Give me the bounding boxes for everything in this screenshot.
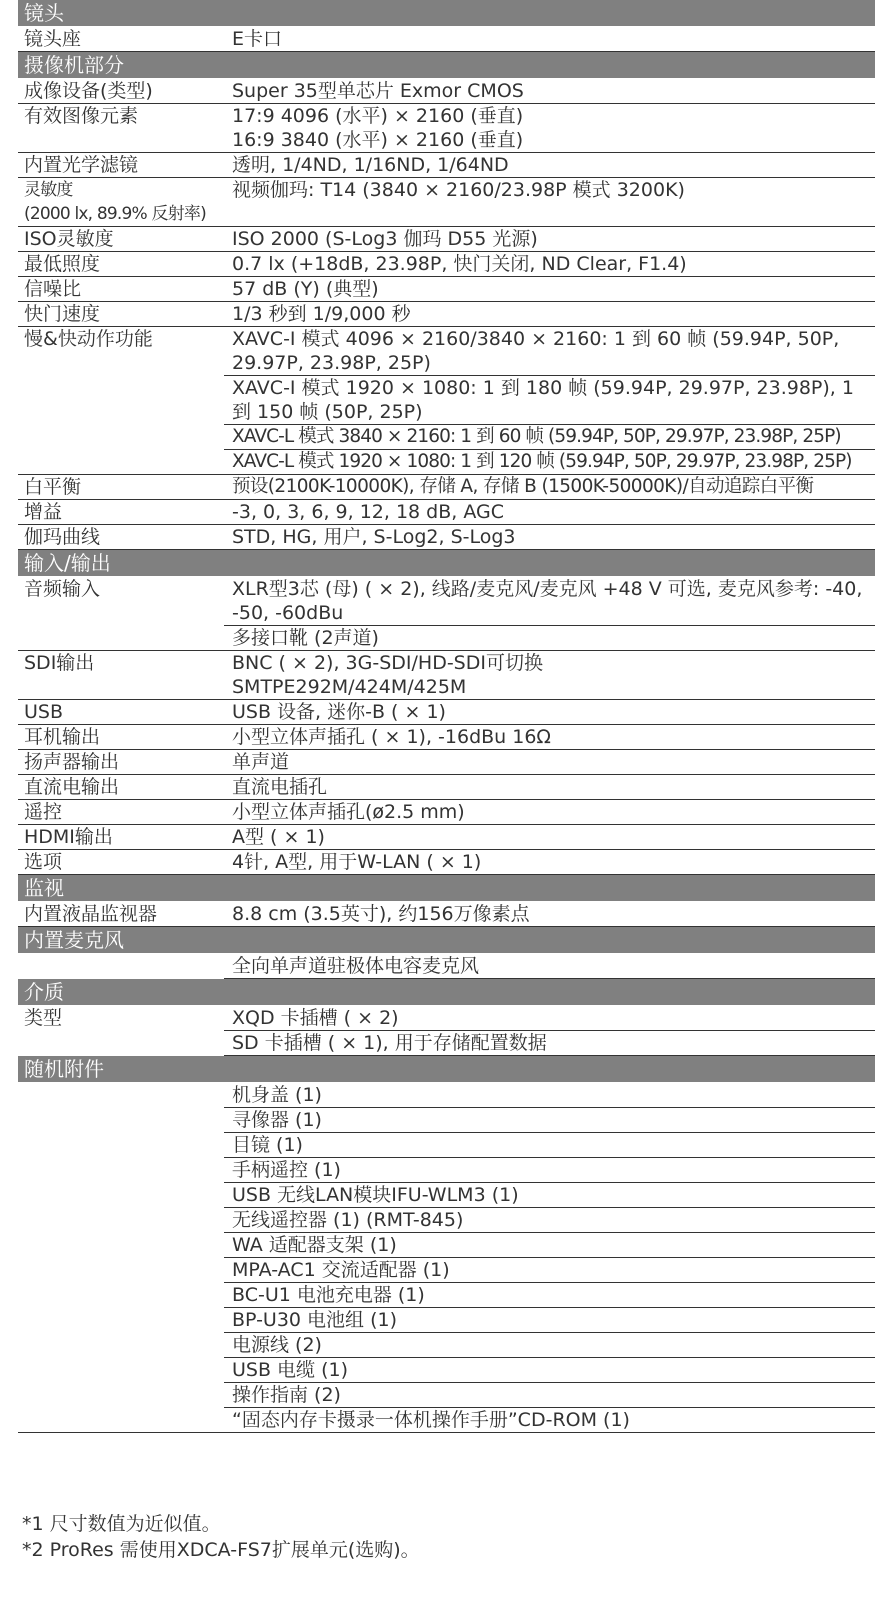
accessory-item: BP-U30 电池组 (1) [224,1308,875,1333]
accessory-item: 电源线 (2) [224,1333,875,1358]
accessory-item: USB 电缆 (1) [224,1358,875,1383]
spec-value: 小型立体声插孔 ( × 1), -16dBu 16Ω [224,725,875,750]
spec-value: 8.8 cm (3.5英寸), 约156万像素点 [224,902,875,927]
spec-row-gamma-curve [18,525,875,550]
spec-value: 1/3 秒到 1/9,000 秒 [224,302,875,327]
footnote: *1 尺寸数值为近似值。 [22,1513,221,1535]
spec-value: XAVC-L 模式 1920 × 1080: 1 到 120 帧 (59.94P, 50P, 29.97P, 23.98P, 25P) [224,450,875,475]
spec-row-dc-output [18,775,875,800]
spec-value: 小型立体声插孔(ø2.5 mm) [224,800,875,825]
spec-value: Super 35型单芯片 Exmor CMOS [224,79,875,104]
spec-label: 快门速度 [18,302,224,327]
section-header-accessories: 随机附件 [18,1056,875,1082]
spec-label: 内置液晶监视器 [18,902,224,927]
spec-row-min-illumination [18,252,875,277]
footnotes [22,1511,882,1563]
section-header-io: 输入/输出 [18,550,875,576]
spec-row-sdi-output [18,651,875,700]
spec-label: USB [18,700,224,725]
spec-value: XAVC-I 模式 1920 × 1080: 1 到 180 帧 (59.94P, 29.97P, 23.98P), 1 到 150 帧 (50P, 25P) [224,376,875,425]
spec-row-remote [18,800,875,825]
spec-row-gain [18,500,875,525]
spec-label: 成像设备(类型) [18,79,224,104]
spec-value: 17:9 4096 (水平) × 2160 (垂直) 16:9 3840 (水平) × 2160 (垂直) [224,104,875,153]
accessory-item: 无线遥控器 (1) (RMT-845) [224,1208,875,1233]
spec-row-snr [18,277,875,302]
spec-value: 4针, A型, 用于W-LAN ( × 1) [224,850,875,875]
spec-value: 预设(2100K-10000K), 存储 A, 存储 B (1500K-50000K)/自动追踪白平衡 [224,475,875,500]
spec-value: 57 dB (Y) (典型) [224,277,875,302]
spec-value: 直流电插孔 [224,775,875,800]
spec-row-imaging-device [18,79,875,104]
section-header-monitoring: 监视 [18,875,875,901]
section-header-media: 介质 [18,979,875,1005]
accessory-item: 操作指南 (2) [224,1383,875,1408]
spec-label [18,954,224,979]
spec-row-accessories [18,1083,875,1433]
spec-label: 扬声器输出 [18,750,224,775]
spec-row-effective-pixels [18,104,875,153]
spec-value: 0.7 lx (+18dB, 23.98P, 快门关闭, ND Clear, F1.4) [224,252,875,277]
spec-row-white-balance [18,475,875,500]
accessory-item: BC-U1 电池充电器 (1) [224,1283,875,1308]
spec-row-nd-filters [18,153,875,178]
spec-value: -3, 0, 3, 6, 9, 12, 18 dB, AGC [224,500,875,525]
spec-value: BNC ( × 2), 3G-SDI/HD-SDI可切换 SMTPE292M/424M/425M [224,651,875,700]
section-header-camera: 摄像机部分 [18,52,875,78]
spec-row-audio-input [18,577,875,651]
spec-value: XAVC-L 模式 3840 × 2160: 1 到 60 帧 (59.94P, 50P, 29.97P, 23.98P, 25P) [224,425,875,450]
spec-label: ISO灵敏度 [18,227,224,252]
spec-label: HDMI输出 [18,825,224,850]
spec-row-iso [18,227,875,252]
spec-label: 内置光学滤镜 [18,153,224,178]
accessory-item: 机身盖 (1) [224,1083,875,1108]
accessory-item: USB 无线LAN模块IFU-WLM3 (1) [224,1183,875,1208]
spec-label: 伽玛曲线 [18,525,224,550]
spec-row-shutter [18,302,875,327]
spec-value: XQD 卡插槽 ( × 2) [224,1006,875,1031]
spec-value: E卡口 [224,27,875,52]
spec-label: 音频输入 [18,577,224,651]
spec-label: 镜头座 [18,27,224,52]
spec-row-usb [18,700,875,725]
spec-row-lcd-monitor [18,902,875,927]
spec-label: 耳机输出 [18,725,224,750]
spec-label: 灵敏度 (2000 lx, 89.9% 反射率) [18,178,224,227]
spec-value: 多接口靴 (2声道) [224,626,875,651]
spec-label: 信噪比 [18,277,224,302]
spec-value: A型 ( × 1) [224,825,875,850]
spec-table [18,0,875,1433]
spec-value: 单声道 [224,750,875,775]
accessory-item: 寻像器 (1) [224,1108,875,1133]
spec-row-speaker-output [18,750,875,775]
accessory-item: 目镜 (1) [224,1133,875,1158]
spec-value: USB 设备, 迷你-B ( × 1) [224,700,875,725]
spec-label: 有效图像元素 [18,104,224,153]
spec-row-hdmi-output [18,825,875,850]
spec-value: XLR型3芯 (母) ( × 2), 线路/麦克风/麦克风 +48 V 可选, 麦克风参考: -40, -50, -60dBu [224,577,875,626]
spec-row-headphone-output [18,725,875,750]
spec-row-sensitivity [18,178,875,227]
spec-label: 选项 [18,850,224,875]
spec-value: STD, HG, 用户, S-Log2, S-Log3 [224,525,875,550]
spec-row-mic-type [18,954,875,979]
spec-label [18,1083,224,1433]
spec-value: SD 卡插槽 ( × 1), 用于存储配置数据 [224,1031,875,1056]
spec-label: 增益 [18,500,224,525]
accessory-item: “固态内存卡摄录一体机操作手册”CD-ROM (1) [224,1408,875,1433]
spec-row-slow-quick-motion [18,327,875,475]
spec-label: 慢&快动作功能 [18,327,224,475]
spec-label: 遥控 [18,800,224,825]
section-header-built-in-mic: 内置麦克风 [18,927,875,953]
footnote: *2 ProRes 需使用XDCA-FS7扩展单元(选购)。 [22,1539,420,1561]
spec-row-option [18,850,875,875]
spec-value: 全向单声道驻极体电容麦克风 [224,954,875,979]
spec-label: SDI输出 [18,651,224,700]
spec-value: 视频伽玛: T14 (3840 × 2160/23.98P 模式 3200K) [224,178,875,227]
spec-label: 类型 [24,1007,63,1029]
spec-value: XAVC-I 模式 4096 × 2160/3840 × 2160: 1 到 60 帧 (59.94P, 50P, 29.97P, 23.98P, 25P) [224,327,875,376]
spec-label: 直流电输出 [18,775,224,800]
section-header-lens: 镜头 [18,0,875,26]
spec-row-media-type [18,1006,875,1056]
spec-value: ISO 2000 (S-Log3 伽玛 D55 光源) [224,227,875,252]
accessory-item: 手柄遥控 (1) [224,1158,875,1183]
accessory-item: WA 适配器支架 (1) [224,1233,875,1258]
spec-value: 透明, 1/4ND, 1/16ND, 1/64ND [224,153,875,178]
accessory-item: MPA-AC1 交流适配器 (1) [224,1258,875,1283]
spec-row-lens-mount [18,27,875,52]
spec-label: 白平衡 [18,475,224,500]
spec-label: 最低照度 [18,252,224,277]
